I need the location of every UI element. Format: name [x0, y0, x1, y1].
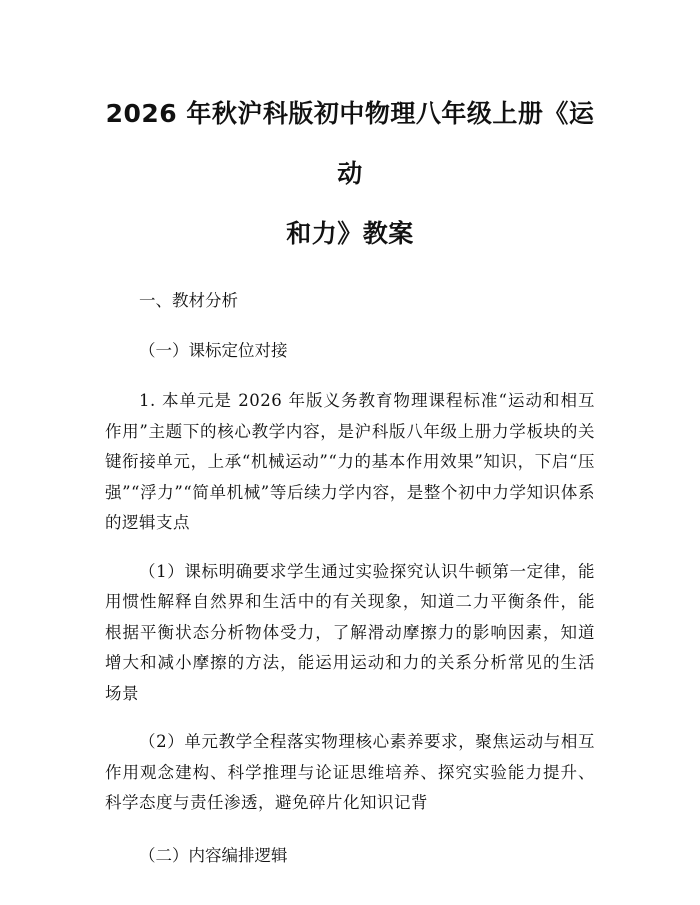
subsection-heading-content-logic: （二）内容编排逻辑 — [139, 845, 288, 865]
paragraph-core-literacy: （2）单元教学全程落实物理核心素养要求，聚焦运动与相互作用观念建构、科学推理与论证思维培养、探究实验能力提升、科学态度与责任渗透，避免碎片化知识记背 — [105, 732, 595, 812]
paragraph-curriculum-requirements: （1）课标明确要求学生通过实验探究认识牛顿第一定律，能用惯性解释自然界和生活中的有关现象，知道二力平衡条件，能根据平衡状态分析物体受力，了解滑动摩擦力的影响因素，知道增大和减小摩擦的方法，能运用运动和力的关系分析常见的生活场景 — [105, 561, 595, 703]
title-line-2: 和力》教案 — [286, 219, 414, 248]
subsection-heading-curriculum: （一）课标定位对接 — [139, 341, 288, 360]
paragraph-unit-position: 1. 本单元是 2026 年版义务教育物理课程标准“运动和相互作用”主题下的核心教学内容，是沪科版八年级上册力学板块的关键衔接单元，上承“机械运动”“力的基本作用效果”知识，下启“压强”“浮力”“简单机械”等后续力学内容，是整个初中力学知识体系的逻辑支点 — [105, 391, 595, 532]
document-title — [105, 84, 595, 264]
section-heading-textbook-analysis: 一、教材分析 — [139, 291, 238, 310]
title-line-1: 2026 年秋沪科版初中物理八年级上册《运动 — [105, 99, 595, 188]
